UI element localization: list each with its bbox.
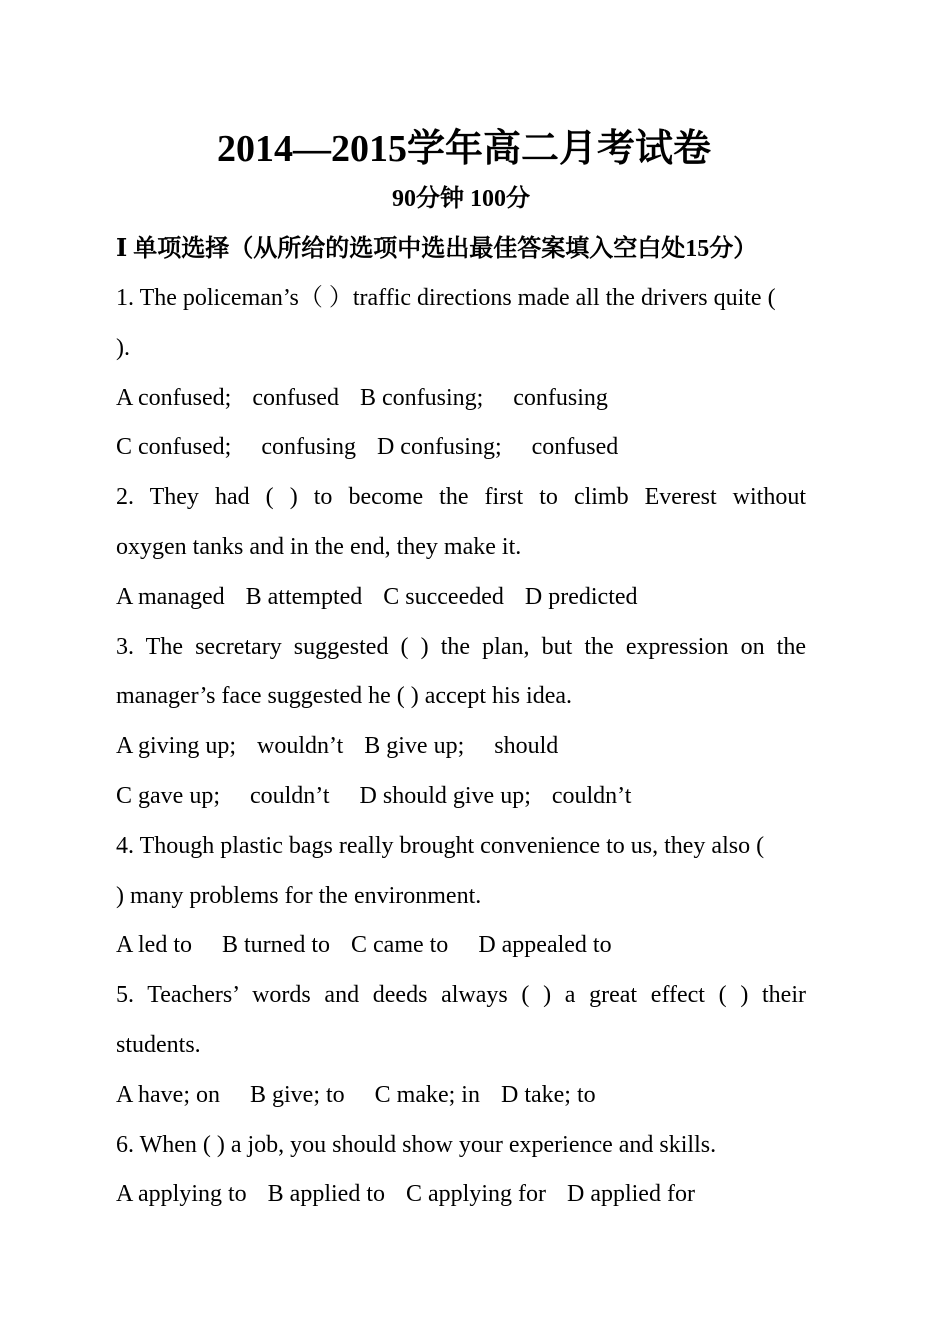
question-6-stem: 6. When ( ) a job, you should show your experience and skills. (116, 1131, 717, 1158)
question-3-options-ab (116, 722, 806, 772)
option-a: A giving up; (116, 733, 237, 760)
question-3-stem-continued: manager’s face suggested he ( ) accept his idea. (116, 683, 573, 710)
option-d: D appealed to (478, 932, 612, 959)
question-1-stem: 1. The policeman’s（ ）traffic directions made all the drivers quite ( (116, 285, 776, 311)
option-b-second: should (494, 733, 559, 760)
question-1-stem-continued: ). (116, 334, 130, 361)
option-d: D take; to (500, 1081, 596, 1108)
option-c: C applying for (406, 1181, 546, 1208)
option-a: A led to (116, 932, 192, 959)
exam-duration-score: 90分钟 100分 (392, 186, 530, 212)
question-5-options (116, 1071, 806, 1121)
question-4-stem: 4. Though plastic bags really brought convenience to us, they also ( (116, 832, 765, 859)
question-1-options-ab (116, 374, 806, 424)
option-a: A applying to (116, 1181, 247, 1208)
option-a: A managed (116, 583, 225, 610)
option-c: C make; in (374, 1081, 480, 1108)
option-c: C gave up; (116, 782, 220, 809)
option-c: C confused; (116, 434, 232, 461)
option-d: D confusing; (376, 434, 502, 461)
option-b: B confusing; (359, 384, 484, 411)
option-a: A have; on (116, 1081, 220, 1108)
section-heading: Ⅰ 单项选择（从所给的选项中选出最佳答案填入空白处15分） (116, 236, 758, 262)
question-5-stem: 5. Teachers’ words and deeds always ( ) a great effect ( ) their (116, 982, 806, 1009)
question-2-options (116, 573, 806, 623)
option-a: A confused; (116, 384, 232, 411)
option-d: D should give up; (359, 782, 531, 809)
option-b: B give up; (364, 733, 465, 760)
option-b: B attempted (245, 583, 363, 610)
option-a-second: confused (252, 384, 339, 411)
question-2-stem: 2. They had ( ) to become the first to climb Everest without (116, 484, 806, 511)
question-4-options (116, 921, 806, 971)
option-d: D predicted (524, 583, 638, 610)
question-1-options-cd (116, 423, 806, 473)
option-d: D applied for (566, 1181, 695, 1208)
option-c: C succeeded (383, 583, 504, 610)
exam-title: 2014—2015学年高二月考试卷 (216, 128, 711, 170)
question-5-stem-continued: students. (116, 1031, 201, 1058)
option-d-second: couldn’t (551, 782, 632, 809)
question-4-stem-continued: ) many problems for the environment. (116, 882, 482, 909)
option-d-second: confused (531, 434, 619, 461)
question-list (116, 274, 806, 1220)
option-a-second: wouldn’t (257, 733, 344, 760)
option-b: B give; to (249, 1081, 345, 1108)
option-b: B applied to (267, 1181, 385, 1208)
option-b-second: confusing (513, 384, 608, 411)
question-3-stem: 3. The secretary suggested ( ) the plan, but the expression on the (116, 633, 806, 660)
option-c-second: couldn’t (249, 782, 330, 809)
option-c-second: confusing (261, 434, 356, 461)
option-b: B turned to (222, 932, 330, 959)
question-3-options-cd (116, 772, 806, 822)
option-c: C came to (351, 932, 449, 959)
question-2-stem-continued: oxygen tanks and in the end, they make it. (116, 533, 522, 560)
question-6-options (116, 1170, 806, 1220)
